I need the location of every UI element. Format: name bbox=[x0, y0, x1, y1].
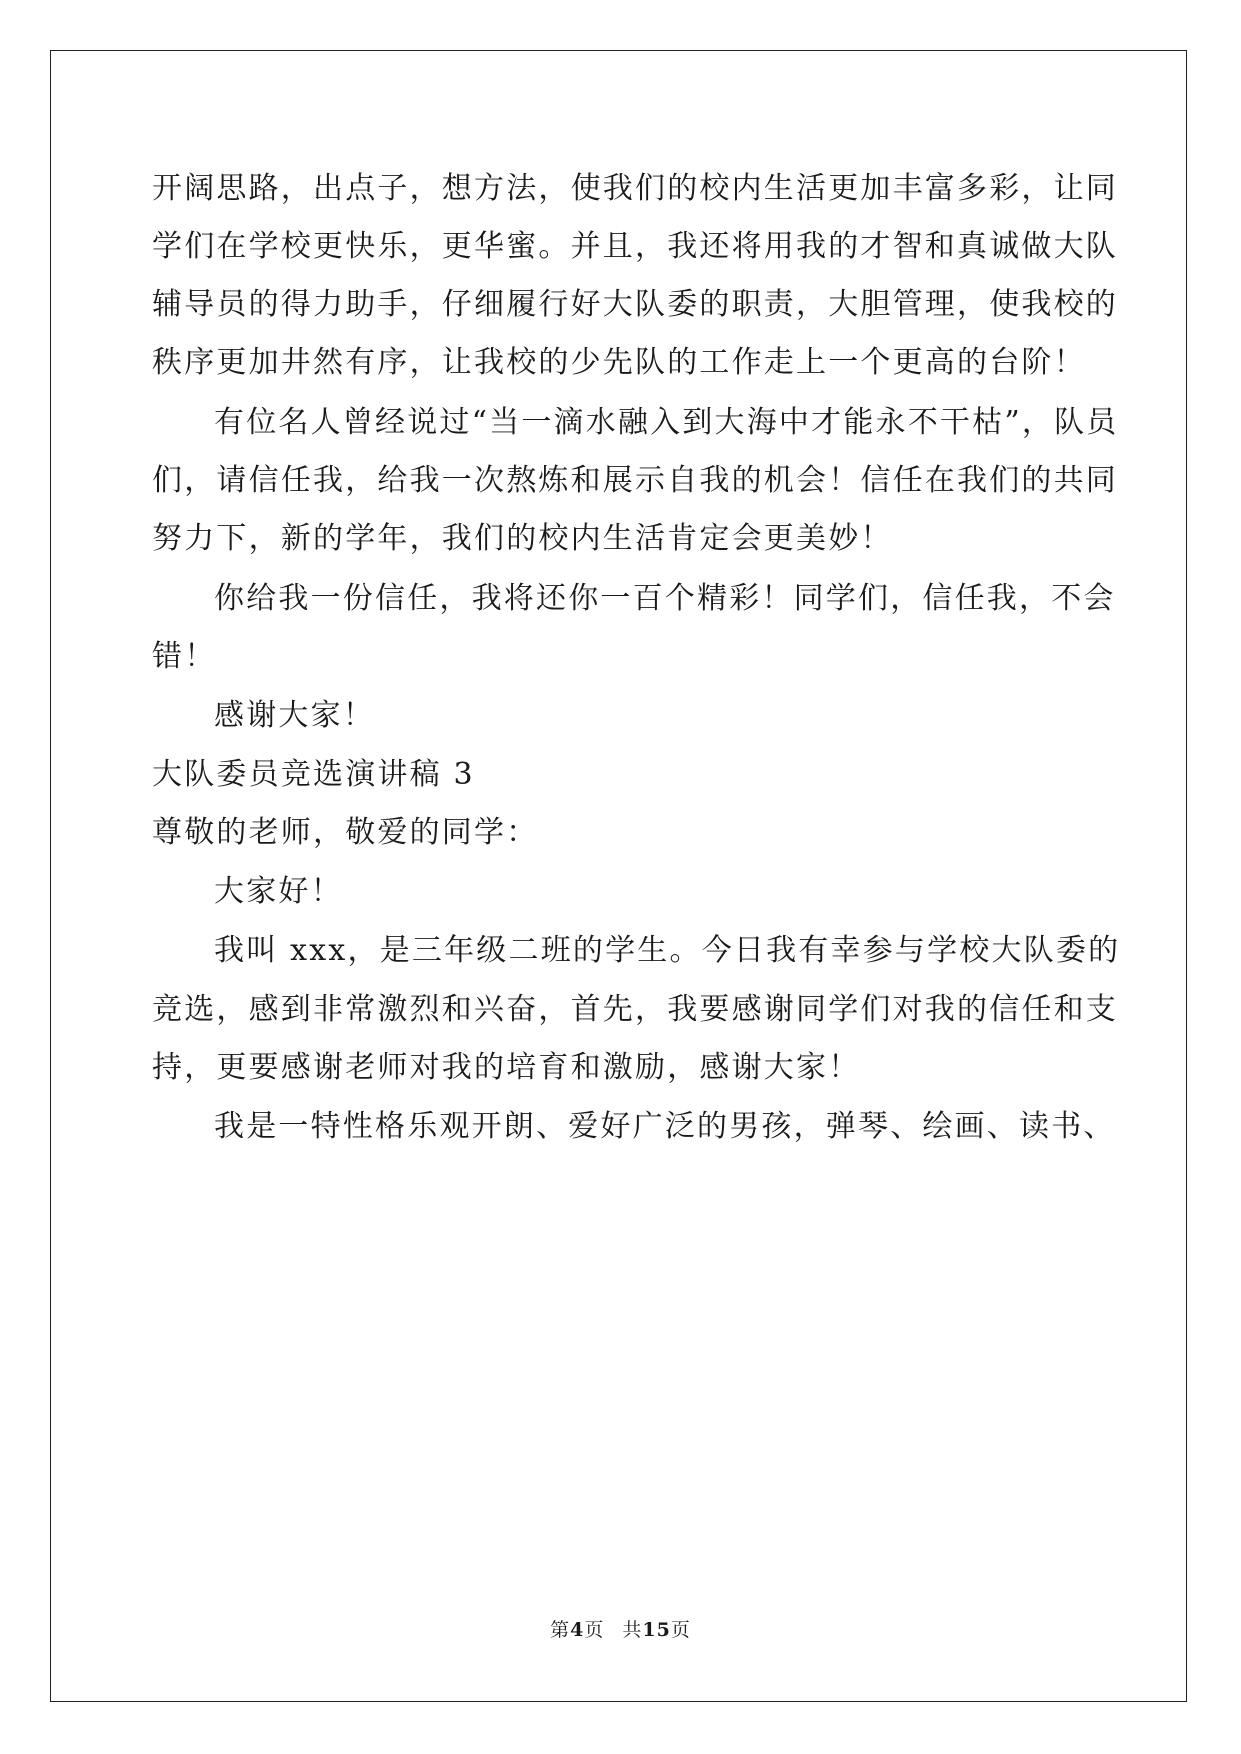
paragraph-line: 辅导员的得力助手，仔细履行好大队委的职责，大胆管理，使我校的 bbox=[152, 287, 1118, 322]
paragraph-line: 你给我一份信任，我将还你一百个精彩！同学们，信任我，不会 bbox=[214, 581, 1116, 616]
paragraph-line: 竞选，感到非常激烈和兴奋，首先，我要感谢同学们对我的信任和支 bbox=[152, 992, 1118, 1027]
current-page-number: 4 bbox=[570, 1619, 585, 1641]
paragraph-line: 持，更要感谢老师对我的培育和激励，感谢大家！ bbox=[152, 1050, 861, 1085]
paragraph-line: 们，请信任我，给我一次熬炼和展示自我的机会！信任在我们的共同 bbox=[152, 463, 1118, 498]
paragraph-line: 努力下，新的学年，我们的校内生活肯定会更美妙！ bbox=[152, 521, 893, 556]
paragraph-line: 我叫 xxx，是三年级二班的学生。今日我有幸参与学校大队委的 bbox=[214, 933, 1121, 968]
page-footer bbox=[0, 1618, 1241, 1642]
footer-prefix: 第 bbox=[550, 1619, 571, 1641]
section-title: 大队委员竞选演讲稿 3 bbox=[152, 757, 475, 792]
paragraph-line: 有位名人曾经说过“当一滴水融入到大海中才能永不干枯”，队员 bbox=[214, 405, 1119, 440]
paragraph-line: 我是一特性格乐观开朗、爱好广泛的男孩，弹琴、绘画、读书、 bbox=[214, 1109, 1116, 1144]
total-pages-number: 15 bbox=[642, 1619, 671, 1641]
paragraph-line: 开阔思路，出点子，想方法，使我们的校内生活更加丰富多彩，让同 bbox=[152, 171, 1118, 206]
footer-total-unit: 页 bbox=[670, 1619, 691, 1641]
paragraph-line: 学们在学校更快乐，更华蜜。并且，我还将用我的才智和真诚做大队 bbox=[152, 229, 1118, 264]
footer-total-prefix: 共 bbox=[622, 1619, 643, 1641]
paragraph-line: 感谢大家！ bbox=[214, 698, 375, 733]
footer-page-unit: 页 bbox=[584, 1619, 605, 1641]
paragraph-line: 秩序更加井然有序，让我校的少先队的工作走上一个更高的台阶！ bbox=[152, 345, 1086, 380]
salutation: 尊敬的老师，敬爱的同学： bbox=[152, 815, 539, 850]
greeting: 大家好！ bbox=[214, 874, 343, 909]
paragraph-line: 错！ bbox=[152, 639, 217, 674]
